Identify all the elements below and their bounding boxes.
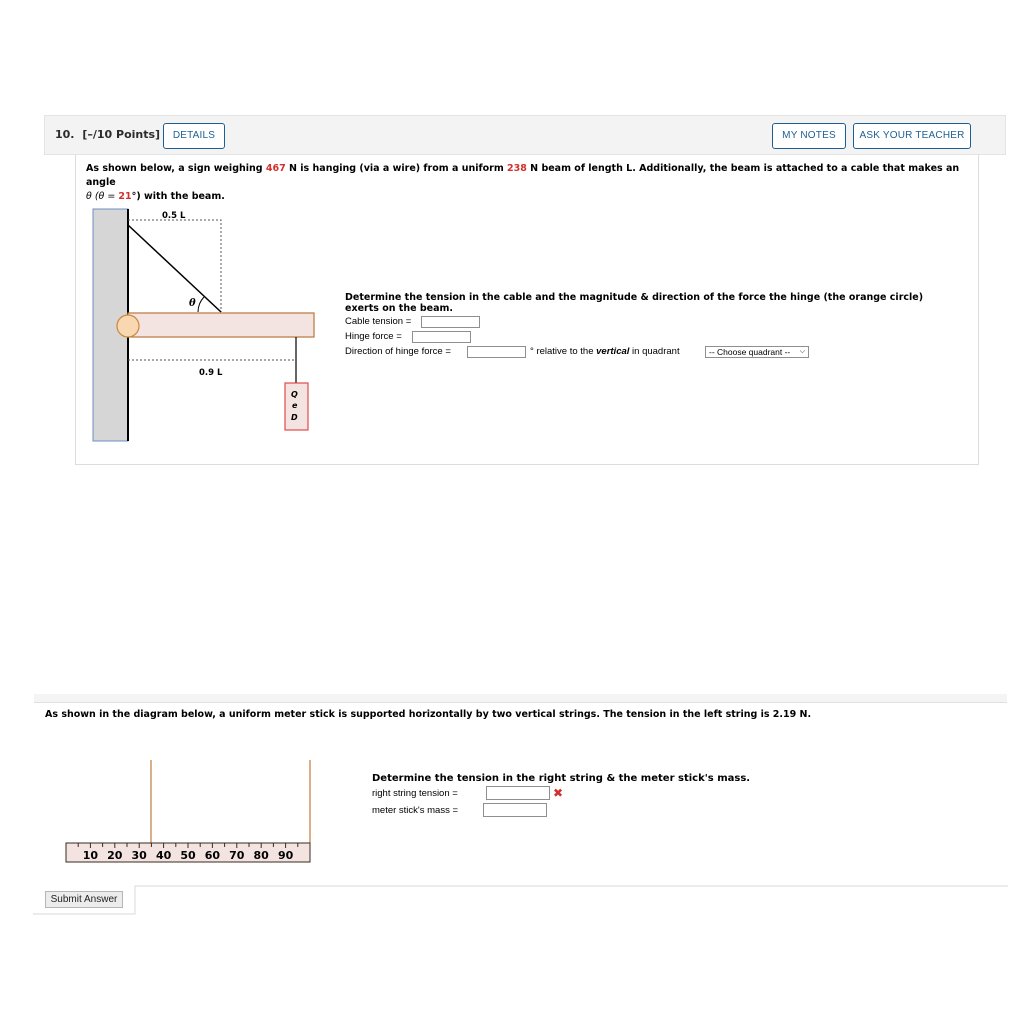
direction-input[interactable] bbox=[467, 346, 526, 358]
quadrant-select[interactable] bbox=[705, 346, 809, 358]
label-0-9L: 0.9 L bbox=[199, 368, 223, 378]
question-points: [–/10 Points] bbox=[82, 128, 161, 141]
right-tension-label: right string tension = bbox=[372, 788, 458, 799]
sign-letter-2: e bbox=[292, 401, 298, 410]
mass-input[interactable] bbox=[483, 803, 547, 817]
beam bbox=[128, 313, 314, 337]
sign-weight-value: 467 bbox=[265, 163, 286, 174]
my-notes-button[interactable]: MY NOTES bbox=[772, 123, 846, 149]
hinge-force-input[interactable] bbox=[412, 331, 471, 343]
problem-text-2: N is hanging (via a wire) from a uniform bbox=[285, 163, 508, 174]
question2-prompt: Determine the tension in the right string & the meter stick's mass. bbox=[372, 773, 751, 784]
question-number bbox=[55, 128, 160, 141]
question-number-text: 10. bbox=[55, 128, 75, 141]
mass-label: meter stick's mass = bbox=[372, 805, 459, 816]
angle-arc bbox=[198, 297, 204, 312]
details-button[interactable]: DETAILS bbox=[163, 123, 225, 149]
problem-text-3: N beam of length L. Additionally, the beam is attached to a cable that makes an angle bbox=[86, 163, 960, 188]
ruler-label-10: 10 bbox=[82, 849, 99, 862]
relative-pre: ° relative to the bbox=[530, 346, 594, 357]
section-divider bbox=[34, 694, 1007, 703]
problem-text-4: θ (θ = bbox=[86, 191, 119, 202]
ask-teacher-button[interactable]: ASK YOUR TEACHER bbox=[853, 123, 971, 149]
theta-label: θ bbox=[189, 298, 196, 309]
beam-diagram bbox=[85, 200, 330, 450]
ruler-label-50: 50 bbox=[180, 849, 196, 862]
ruler-label-40: 40 bbox=[155, 849, 172, 862]
ruler-label-90: 90 bbox=[277, 849, 294, 862]
sign-letter-3: D bbox=[291, 413, 298, 422]
submit-answer-button[interactable]: Submit Answer bbox=[45, 891, 123, 908]
chevron-down-icon: ⌵ bbox=[799, 348, 805, 355]
meter-stick-diagram bbox=[60, 755, 320, 870]
problem-statement bbox=[86, 162, 966, 204]
angle-value: 21 bbox=[118, 191, 132, 202]
submit-outline bbox=[33, 885, 1008, 915]
vertical-word: vertical bbox=[596, 346, 630, 357]
ruler-label-60: 60 bbox=[204, 849, 221, 862]
sign-letter-1: Q bbox=[291, 390, 298, 399]
question1-prompt: Determine the tension in the cable and the magnitude & direction of the force the hinge (the orange circle) exerts on the beam. bbox=[345, 292, 924, 314]
beam-weight-value: 238 bbox=[507, 163, 527, 174]
cable-tension-label: Cable tension = bbox=[345, 316, 412, 327]
problem-text-1: As shown below, a sign weighing bbox=[86, 163, 266, 174]
incorrect-icon: ✖ bbox=[553, 786, 564, 800]
hinge-circle bbox=[117, 315, 139, 337]
ruler-label-70: 70 bbox=[229, 849, 245, 862]
ruler-label-30: 30 bbox=[131, 849, 147, 862]
question2-problem: As shown in the diagram below, a uniform meter stick is supported horizontally by two vertical strings. The tension in the left string is 2.19 N. bbox=[45, 709, 812, 720]
cable-line bbox=[128, 225, 221, 312]
quadrant-select-value: -- Choose quadrant -- bbox=[709, 347, 791, 357]
direction-label: Direction of hinge force = bbox=[345, 346, 451, 357]
label-0-5L: 0.5 L bbox=[162, 211, 186, 221]
ruler-labels bbox=[83, 849, 294, 862]
problem-text-5: °) with the beam. bbox=[131, 191, 225, 202]
relative-post: in quadrant bbox=[632, 346, 680, 357]
hinge-force-label: Hinge force = bbox=[345, 331, 402, 342]
ruler-label-20: 20 bbox=[107, 849, 123, 862]
ruler-label-80: 80 bbox=[253, 849, 269, 862]
relative-text bbox=[530, 346, 680, 357]
cable-tension-input[interactable] bbox=[421, 316, 480, 328]
right-tension-input[interactable] bbox=[486, 786, 550, 800]
